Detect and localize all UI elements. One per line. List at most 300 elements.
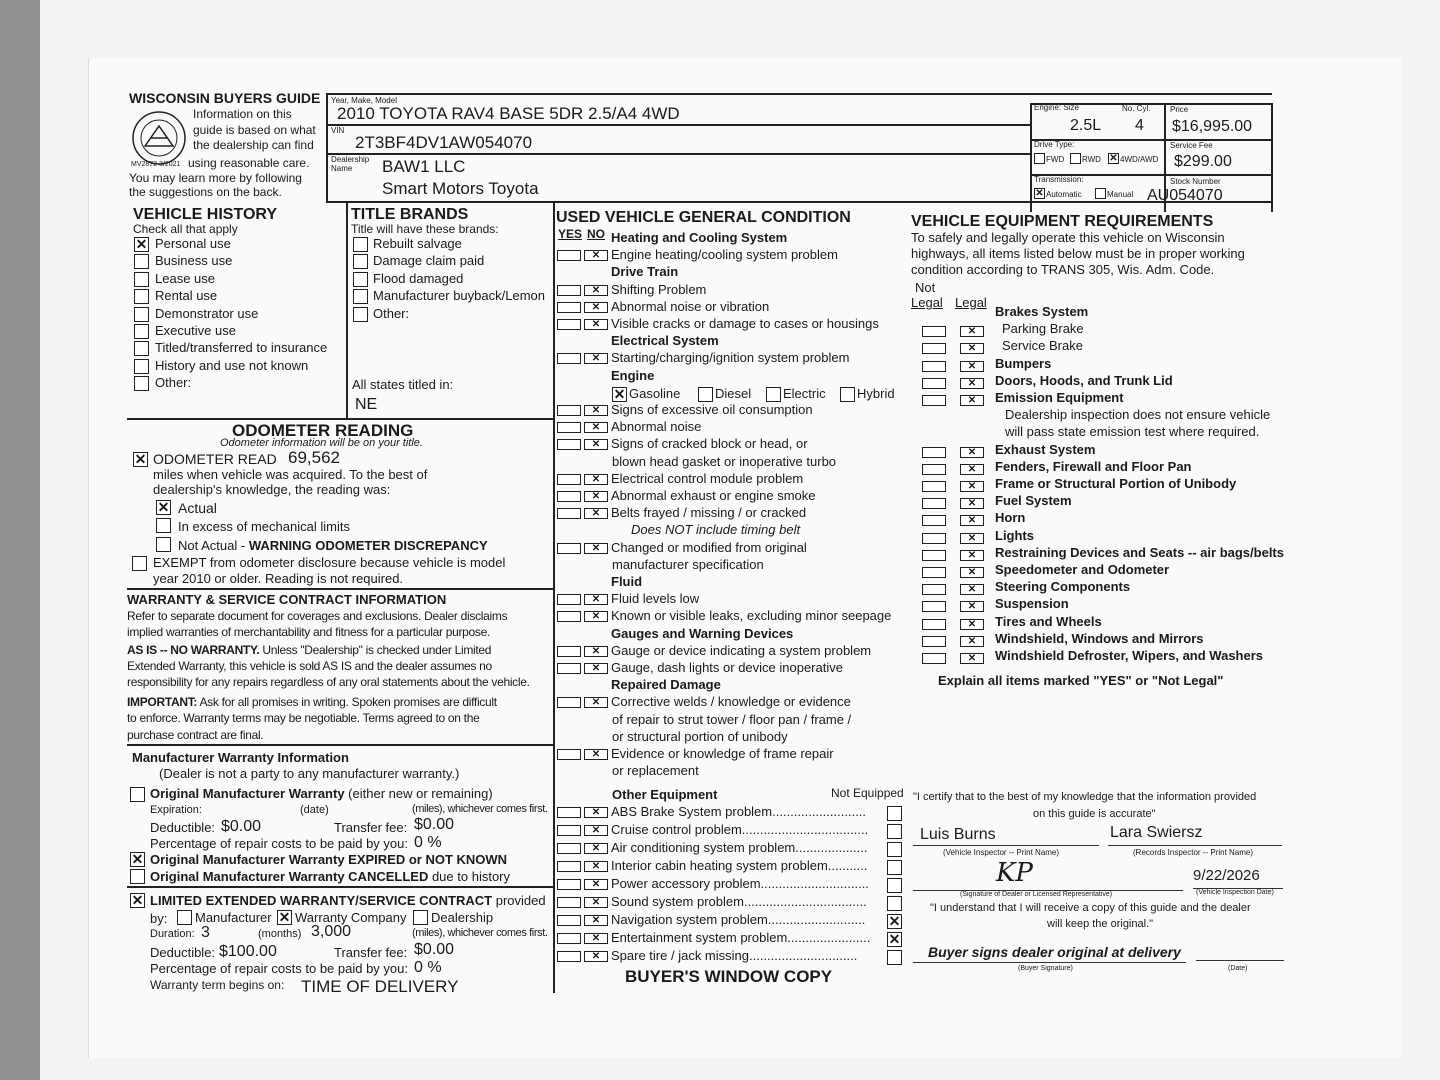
divider [127,886,554,888]
condition-no-box[interactable]: ✕ [584,353,608,364]
deductible-label: Deductible: [150,820,216,835]
equipment-item: Emission Equipment [995,390,1124,405]
condition-no-box[interactable]: ✕ [584,302,608,313]
stock-value: AU054070 [1147,187,1223,204]
not-legal-box[interactable] [922,447,946,458]
condition-no-box[interactable]: ✕ [584,285,608,296]
cyl-value: 4 [1135,117,1144,134]
miles-hint: (miles), whichever comes first. [412,927,548,939]
condition-item: Gauge, dash lights or device inoperative [611,660,843,675]
condition-item: Belts frayed / missing / or cracked [611,505,807,521]
vehicle-history-title: VEHICLE HISTORY [133,206,278,223]
condition-no-box[interactable]: ✕ [584,915,608,926]
not-legal-box[interactable] [922,619,946,630]
form-code: MV2872 3/2021 [131,161,181,168]
condition-no-box[interactable]: ✕ [584,697,608,708]
trans-auto-checkbox[interactable]: ✕ [1035,188,1044,199]
equipment-item: Brakes System [995,304,1089,319]
vehicle-history-checkbox[interactable] [134,272,149,287]
other-equipment-item: ABS Brake System problem.......................... [611,804,867,819]
vehicle-history-item: Demonstrator use [155,305,259,321]
legal-box[interactable]: ✕ [960,533,984,544]
not-legal-header: Legal [911,295,943,310]
equipment-title: VEHICLE EQUIPMENT REQUIREMENTS [911,213,1214,230]
not-equipped-checkbox[interactable]: ✕ [888,931,901,947]
title-brand-checkbox[interactable] [353,237,368,252]
other-equipment-item: Power accessory problem.............................. [611,876,869,891]
warranty-para: Refer to separate document for coverages and exclusions. Dealer disclaims [127,609,508,623]
condition-no-box[interactable]: ✕ [584,422,608,433]
equipment-intro: condition according to TRANS 305, Wis. Adm. Code. [911,262,1215,277]
other-equipment-item: Navigation system problem........................... [611,912,866,927]
vehicle-history-checkbox[interactable] [134,341,149,356]
ext-miles-value: 3,000 [311,923,352,940]
equipment-item: Tires and Wheels [995,613,1102,629]
other-equipment-item: Spare tire / jack missing.............................. [611,948,858,963]
vehicle-history-item: Business use [155,253,233,269]
condition-no-box[interactable]: ✕ [584,594,608,605]
condition-no-box[interactable]: ✕ [584,663,608,674]
not-equipped-checkbox[interactable] [887,806,902,821]
dealer-name: BAW1 LLC [382,157,466,176]
trans-manual-label: Manual [1107,190,1134,199]
begins-label: Warranty term begins on: [150,978,285,992]
trans-manual-checkbox[interactable] [1095,188,1106,199]
condition-yes-box[interactable] [557,807,581,818]
ymm-value: 2010 TOYOTA RAV4 BASE 5DR 2.5/A4 4WD [337,104,680,123]
condition-yes-box[interactable] [557,543,581,554]
not-header: Not [915,280,936,295]
title-brand-checkbox[interactable] [353,307,368,322]
signature-line [1196,960,1284,961]
condition-yes-box[interactable] [557,825,581,836]
yes-header: YES [558,227,583,241]
not-legal-box[interactable] [922,636,946,647]
condition-yes-box[interactable] [557,933,581,944]
title-brand-item: Manufacturer buyback/Lemon [373,288,545,304]
equipment-item: Suspension [995,596,1069,612]
extended-warranty-label: LIMITED EXTENDED WARRANTY/SERVICE CONTRACT provided [150,893,546,908]
condition-no-box[interactable]: ✕ [584,861,608,872]
not-legal-box[interactable] [922,343,946,354]
title-brand-checkbox[interactable] [353,254,368,269]
pct-label: Percentage of repair costs to be paid by you: [150,961,408,976]
as-is-para: AS IS -- NO WARRANTY. Unless "Dealership" is checked under Limited [127,643,492,657]
drive-rwd-checkbox[interactable] [1070,153,1081,164]
not-legal-box[interactable] [922,378,946,389]
condition-yes-box[interactable] [557,646,581,657]
pct-value: 0 % [414,834,442,851]
condition-yes-box[interactable] [557,897,581,908]
vehicle-history-subtitle: Check all that apply [133,222,238,236]
vehicle-history-item: Lease use [155,270,215,286]
not-equipped-checkbox[interactable] [887,896,902,911]
legal-box[interactable]: ✕ [960,343,984,354]
vin-value: 2T3BF4DV1AW054070 [355,133,533,152]
divider [127,744,554,746]
stock-label: Stock Number [1170,177,1221,186]
cancelled-label: Original Manufacturer Warranty CANCELLED due to history [150,869,510,884]
not-equipped-checkbox[interactable] [887,950,902,965]
title-brand-item: Rebuilt salvage [373,236,462,251]
condition-yes-box[interactable] [557,879,581,890]
condition-no-box[interactable]: ✕ [584,491,608,502]
title-brands-subtitle: Title will have these brands: [351,222,499,236]
condition-section-header: Drive Train [611,264,679,280]
condition-no-box[interactable]: ✕ [584,825,608,836]
equipment-item: will pass state emission test where required. [1005,424,1260,440]
inspector-name: Luis Burns [920,826,996,843]
legal-box[interactable]: ✕ [960,447,984,458]
cancelled-checkbox[interactable] [130,869,145,884]
vehicle-history-item: Other: [155,375,192,391]
condition-yes-box[interactable] [557,319,581,330]
title-brands-title: TITLE BRANDS [351,206,469,223]
legal-box[interactable]: ✕ [960,601,984,612]
not-actual-label: Not Actual - WARNING ODOMETER DISCREPANCY [178,538,488,553]
other-equipment-item: Sound system problem.................................. [611,894,867,909]
vehicle-history-checkbox[interactable] [134,289,149,304]
intro-line: the dealership can find [193,138,314,153]
by-label: by: [150,911,168,926]
condition-note: Does NOT include timing belt [631,522,801,538]
records-inspector-name: Lara Swiersz [1110,824,1203,841]
orig-warranty-checkbox[interactable] [130,787,145,802]
condition-no-box[interactable]: ✕ [584,807,608,818]
divider [346,203,348,418]
actual-checkbox[interactable]: ✕ [157,499,170,515]
excess-checkbox[interactable] [156,518,171,533]
engine-size: 2.5L [1070,117,1102,134]
condition-yes-box[interactable] [557,405,581,416]
condition-yes-box[interactable] [557,843,581,854]
fuel-hybrid-checkbox[interactable] [840,387,855,402]
condition-item: Abnormal noise or vibration [611,298,770,314]
not-equipped-checkbox[interactable] [887,878,902,893]
excess-label: In excess of mechanical limits [178,519,350,534]
deductible-value: $0.00 [221,818,262,835]
divider [127,418,554,420]
condition-yes-box[interactable] [557,439,581,450]
condition-no-box[interactable]: ✕ [584,933,608,944]
not-legal-box[interactable] [922,653,946,664]
as-is-para: responsibility for any repairs regardless of any oral statements about the vehicle. [127,675,530,689]
inspection-date: 9/22/2026 [1193,867,1260,884]
buyers-window-copy: BUYER'S WINDOW COPY [625,967,833,986]
not-legal-box[interactable] [922,481,946,492]
not-legal-box[interactable] [922,567,946,578]
not-legal-box[interactable] [922,584,946,595]
condition-yes-box[interactable] [557,302,581,313]
condition-item: Signs of cracked block or head, or [611,436,808,452]
condition-yes-box[interactable] [557,474,581,485]
equipment-item: Horn [995,510,1026,526]
by-warranty-company-checkbox[interactable]: ✕ [278,909,291,925]
equipment-intro: To safely and legally operate this vehicle on Wisconsin [911,230,1225,245]
fuel-gas-checkbox[interactable]: ✕ [613,385,626,402]
odometer-title: ODOMETER READING [232,421,414,440]
expired-label: Original Manufacturer Warranty EXPIRED or NOT KNOWN [150,852,508,867]
equipment-item: Windshield Defroster, Wipers, and Washers [995,648,1264,663]
equipment-item: Fuel System [995,493,1072,509]
divider [326,93,1272,95]
buyer-signature-label: (Buyer Signature) [1018,965,1073,972]
condition-yes-box[interactable] [557,861,581,872]
ymm-label: Year, Make, Model [331,96,397,105]
condition-section-header: Engine [611,367,655,383]
condition-yes-box[interactable] [557,594,581,605]
not-legal-box[interactable] [922,395,946,406]
condition-section-header: Electrical System [611,333,719,349]
months-hint: (months) [258,928,302,940]
legal-box[interactable]: ✕ [960,550,984,561]
divider [326,201,1272,203]
condition-yes-box[interactable] [557,663,581,674]
condition-no-box[interactable]: ✕ [584,319,608,330]
condition-yes-box[interactable] [557,422,581,433]
drive-fwd-checkbox[interactable] [1034,153,1045,164]
condition-yes-box[interactable] [557,250,581,261]
legal-box[interactable]: ✕ [960,636,984,647]
odometer-read-label: ODOMETER READ [153,451,277,467]
date-label: (Vehicle Inspection Date) [1196,889,1274,896]
intro-line: Information on this [193,107,292,121]
begins-value: TIME OF DELIVERY [301,977,459,996]
states-titled-value: NE [355,396,378,413]
warranty-para: implied warranties of merchantability and fitness for a particular purpose. [127,625,491,639]
condition-yes-box[interactable] [557,749,581,760]
signature-line [913,962,1186,963]
fuel-diesel-label: Diesel [715,385,752,401]
condition-item-continued: blown head gasket or inoperative turbo [612,453,837,469]
condition-no-box[interactable]: ✕ [584,646,608,657]
condition-yes-box[interactable] [557,491,581,502]
explain-note: Explain all items marked "YES" or "Not Legal" [938,673,1224,688]
pct-label: Percentage of repair costs to be paid by you: [150,836,408,851]
odometer-line: miles when vehicle was acquired. To the best of [153,467,428,482]
important-para: purchase contract are final. [127,728,264,742]
odometer-subtitle: Odometer information will be on your title. [220,437,423,449]
other-equipment-title: Other Equipment [612,787,718,802]
duration-label: Duration: [150,928,195,940]
vehicle-history-item: Personal use [155,236,231,251]
condition-no-box[interactable]: ✕ [584,879,608,890]
not-legal-box[interactable] [922,326,946,337]
not-equipped-checkbox[interactable] [887,824,902,839]
equipment-item: Parking Brake [1002,321,1084,337]
fuel-electric-checkbox[interactable] [766,387,781,402]
legal-box[interactable]: ✕ [960,619,984,630]
equipment-item: Fenders, Firewall and Floor Pan [995,458,1192,474]
equipment-item: Lights [995,527,1034,543]
vehicle-history-checkbox[interactable] [134,376,149,391]
vehicle-history-checkbox[interactable]: ✕ [135,236,148,252]
not-equipped-checkbox[interactable] [887,842,902,857]
records-inspector-label: (Records Inspector -- Print Name) [1133,848,1254,857]
legal-box[interactable]: ✕ [960,567,984,578]
by-dealership-checkbox[interactable] [413,910,428,925]
legal-box[interactable]: ✕ [960,395,984,406]
condition-yes-box[interactable] [557,285,581,296]
condition-no-box[interactable]: ✕ [584,749,608,760]
divider [326,93,328,203]
not-legal-box[interactable] [922,361,946,372]
legal-box[interactable]: ✕ [960,584,984,595]
legal-box[interactable]: ✕ [960,481,984,492]
condition-no-box[interactable]: ✕ [584,250,608,261]
not-actual-checkbox[interactable] [156,537,171,552]
certify-text: on this guide is accurate" [1033,808,1156,820]
title-brand-checkbox[interactable] [353,272,368,287]
price-value: $16,995.00 [1172,118,1253,135]
signature-line [1108,845,1282,846]
odometer-read-value: 69,562 [288,448,340,467]
condition-item: Visible cracks or damage to cases or housings [611,316,879,331]
equipment-item: Bumpers [995,355,1052,371]
transfer-label: Transfer fee: [334,820,408,835]
vehicle-history-checkbox[interactable] [134,359,149,374]
condition-no-box[interactable]: ✕ [584,897,608,908]
duration-value: 3 [201,924,210,941]
equipment-item: Speedometer and Odometer [995,562,1170,577]
by-warranty-company-label: Warranty Company [295,910,407,925]
mfr-warranty-title: Manufacturer Warranty Information [132,750,349,765]
expired-checkbox[interactable]: ✕ [131,851,144,867]
deductible-label: Deductible: [150,945,216,960]
buyer-sign-note: Buyer signs dealer original at delivery [928,944,1181,960]
condition-yes-box[interactable] [557,508,581,519]
vehicle-history-checkbox[interactable] [134,254,149,269]
odometer-read-checkbox[interactable]: ✕ [134,451,147,467]
condition-yes-box[interactable] [557,353,581,364]
not-equipped-checkbox[interactable]: ✕ [888,913,901,929]
transfer-value: $0.00 [414,816,455,833]
drive-4wd-checkbox[interactable]: ✕ [1109,153,1118,164]
legal-box[interactable]: ✕ [960,361,984,372]
condition-item: Engine heating/cooling system problem [611,247,838,263]
important-para: to enforce. Warranty terms may be negotiable. Terms agreed to on the [127,711,480,725]
legal-box[interactable]: ✕ [960,464,984,475]
condition-item: Known or visible leaks, excluding minor seepage [611,608,892,624]
condition-no-box[interactable]: ✕ [584,474,608,485]
condition-no-box[interactable]: ✕ [584,543,608,554]
intro-text-block [193,107,316,154]
not-equipped-checkbox[interactable] [887,860,902,875]
not-legal-box[interactable] [922,498,946,509]
divider [127,588,554,590]
drive-fwd-label: FWD [1046,155,1065,164]
condition-yes-box[interactable] [557,697,581,708]
divider [326,153,1032,155]
condition-no-box[interactable]: ✕ [584,843,608,854]
drive-rwd-label: RWD [1082,155,1101,164]
not-legal-box[interactable] [922,464,946,475]
intro-line: You may learn more by following [129,171,302,185]
condition-item: Changed or modified from original [611,539,807,555]
condition-item-continued: manufacturer specification [612,556,764,572]
divider [1030,103,1032,212]
condition-item: Gauge or device indicating a system problem [611,642,872,658]
condition-item: Signs of excessive oil consumption [611,402,813,417]
legal-box[interactable]: ✕ [960,515,984,526]
title-brand-item: Damage claim paid [373,253,485,269]
buyer-date-label: (Date) [1228,965,1248,972]
service-fee-value: $299.00 [1174,153,1232,170]
date-hint: (date) [300,804,329,816]
divider [326,124,1032,126]
fuel-diesel-checkbox[interactable] [698,387,713,402]
title-brand-checkbox[interactable] [353,289,368,304]
condition-section-header: Fluid [611,574,643,589]
intro-line: the suggestions on the back. [129,185,282,199]
exempt-line: year 2010 or older. Reading is not required. [153,571,404,586]
inspector-label: (Vehicle Inspector -- Print Name) [943,848,1060,857]
condition-yes-box[interactable] [557,611,581,622]
legal-box[interactable]: ✕ [960,326,984,337]
important-para: IMPORTANT: Ask for all promises in writing. Spoken promises are difficult [127,695,497,709]
trans-auto-label: Automatic [1046,190,1082,199]
condition-item-continued: or replacement [612,763,699,779]
condition-no-box[interactable]: ✕ [584,508,608,519]
equipment-item: Doors, Hoods, and Trunk Lid [995,372,1173,388]
ext-transfer-value: $0.00 [414,941,455,958]
dealer-signature: KP [996,858,1033,888]
transfer-label: Transfer fee: [334,945,408,960]
not-legal-box[interactable] [922,533,946,544]
other-equipment-item: Entertainment system problem....................... [611,930,871,945]
other-equipment-item: Cruise control problem................................... [611,822,869,837]
condition-no-box[interactable]: ✕ [584,405,608,416]
condition-item: Fluid levels low [611,591,700,607]
condition-yes-box[interactable] [557,951,581,962]
vin-label: VIN [331,126,345,135]
intro-line: guide is based on what [193,122,316,137]
mfr-warranty-subtitle: (Dealer is not a party to any manufacturer warranty.) [159,766,460,781]
condition-item: Shifting Problem [611,281,707,297]
condition-no-box[interactable]: ✕ [584,439,608,450]
warranty-title: WARRANTY & SERVICE CONTRACT INFORMATION [127,592,447,607]
not-legal-box[interactable] [922,515,946,526]
equipment-item: Frame or Structural Portion of Unibody [995,476,1237,491]
equipment-item: Service Brake [1002,338,1083,354]
legal-box[interactable]: ✕ [960,498,984,509]
condition-item-continued: of repair to strut tower / floor pan / frame / [612,711,852,727]
dealer-label: Dealership [331,155,370,164]
other-equipment-item: Interior cabin heating system problem........... [611,858,868,873]
equipment-item: Exhaust System [995,441,1096,457]
by-manufacturer-checkbox[interactable] [177,910,192,925]
not-legal-box[interactable] [922,550,946,561]
condition-yes-box[interactable] [557,915,581,926]
condition-no-box[interactable]: ✕ [584,611,608,622]
copy-text: "I understand that I will receive a copy of this guide and the dealer [930,902,1251,914]
copy-text: will keep the original." [1047,918,1154,930]
condition-item: Corrective welds / knowledge or evidence [611,694,851,710]
not-legal-box[interactable] [922,601,946,612]
extended-warranty-checkbox[interactable]: ✕ [131,892,144,908]
condition-item: Abnormal noise [611,419,702,435]
other-equipment-item: Air conditioning system problem.................... [611,840,868,855]
exempt-checkbox[interactable] [132,556,147,571]
legal-box[interactable]: ✕ [960,653,984,664]
expiration-label: Expiration: [150,804,202,816]
legal-header: Legal [955,295,987,310]
form-title: WISCONSIN BUYERS GUIDE [129,90,321,106]
vehicle-history-checkbox[interactable] [134,307,149,322]
vehicle-history-checkbox[interactable] [134,324,149,339]
legal-box[interactable]: ✕ [960,378,984,389]
condition-no-box[interactable]: ✕ [584,951,608,962]
